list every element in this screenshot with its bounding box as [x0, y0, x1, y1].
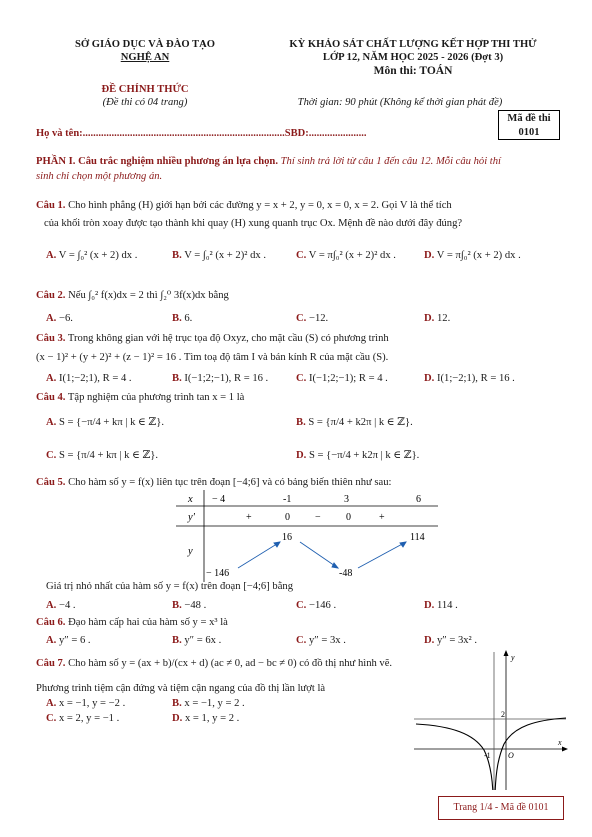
vt-sign-2: − [315, 512, 321, 523]
exam-code-label: Mã đề thi [507, 113, 551, 124]
q7-d-text: x = 1, y = 2 . [184, 713, 240, 724]
q4-label: Câu 4. [36, 392, 66, 403]
q6-c-label: C. [296, 635, 307, 646]
q7-option-b[interactable] [172, 697, 245, 710]
q6-a-text: y″ = 6 . [58, 635, 91, 646]
q4-d-text: S = {−π/4 + k2π | k ∈ ℤ}. [308, 450, 420, 461]
q6-d-label: D. [424, 635, 435, 646]
q6-option-b[interactable] [172, 634, 221, 647]
vt-y-min1: − 146 [206, 568, 230, 579]
q1-option-a[interactable] [46, 249, 137, 262]
q7-option-a[interactable] [46, 697, 125, 710]
q6-c-text: y″ = 3x . [308, 635, 346, 646]
vt-arrow-2 [300, 542, 338, 568]
part1-instruction: Thí sinh trả lời từ câu 1 đến câu 12. Mỗi câu hỏi thí [277, 156, 501, 167]
q5-text: Cho hàm số y = f(x) liên tục trên đoạn [−4;6] và có bảng biến thiên như sau: [65, 477, 392, 488]
q4-option-c[interactable] [46, 449, 158, 462]
vt-x-1: -1 [283, 494, 292, 505]
q3-text: Trong không gian với hệ trục tọa độ Oxyz, cho mặt cầu (S) có phương trình [65, 333, 389, 344]
q1-text: Cho hình phẳng (H) giới hạn bởi các đường y = x + 2, y = 0, x = 0, x = 2. Gọi V là thể tích [65, 200, 452, 211]
q7-c-text: x = 2, y = −1 . [58, 713, 120, 724]
graph-y-label: y [511, 653, 515, 662]
q6-b-label: B. [172, 635, 182, 646]
graph-origin-label: O [508, 751, 514, 760]
q7-text: Cho hàm số y = (ax + b)/(cx + d) (ac ≠ 0, ad − bc ≠ 0) có đồ thị như hình vẽ. [65, 658, 393, 669]
q1-option-c[interactable] [296, 249, 396, 262]
graph-v-asym-label: -1 [484, 751, 491, 760]
q2-c-text: −12. [308, 313, 329, 324]
exam-title: KỲ KHẢO SÁT CHẤT LƯỢNG KẾT HỢP THI THỬ [289, 39, 537, 50]
q7-a-text: x = −1, y = −2 . [58, 698, 126, 709]
q7-d-label: D. [172, 713, 183, 724]
q7-graph [412, 648, 572, 792]
graph-h-asym-label: 2 [501, 710, 505, 719]
q1-label: Câu 1. [36, 200, 66, 211]
q3-d-text: I(1;−2;1), R = 16 . [436, 373, 515, 384]
q4-text: Tập nghiệm của phương trình tan x = 1 là [65, 392, 245, 403]
q1-option-d[interactable] [424, 249, 521, 262]
exam-year: LỚP 12, NĂM HỌC 2025 - 2026 (Đợt 3) [322, 52, 504, 63]
q3-c-label: C. [296, 373, 307, 384]
province-name: NGHỆ AN [120, 52, 170, 63]
q6-option-a[interactable] [46, 634, 91, 647]
variation-table [176, 490, 438, 582]
part1-title: PHẦN I. Câu trắc nghiệm nhiều phương án lựa chọn. [36, 156, 278, 167]
vt-arrow-1 [238, 542, 280, 568]
q6-stem [36, 616, 228, 629]
q4-stem [36, 391, 244, 404]
part1-instruction-2: sinh chỉ chọn một phương án. [36, 171, 163, 182]
q2-b-label: B. [172, 313, 182, 324]
q7-stem [36, 657, 392, 670]
exam-subject: Môn thi: TOÁN [373, 65, 453, 77]
q7-stem-2: Phương trình tiệm cận đứng và tiệm cận ngang của đồ thị lần lượt là [36, 683, 326, 694]
graph-x-label: x [558, 738, 562, 747]
q1-option-b[interactable] [172, 249, 266, 262]
q3-stem-2: (x − 1)² + (y + 2)² + (z − 1)² = 16 . Tìm toạ độ tâm I và bán kính R của mặt cầu (S). [36, 352, 389, 363]
q1-a-label: A. [46, 250, 57, 261]
q5-d-text: 114 . [436, 600, 458, 611]
vt-x-0: − 4 [212, 494, 226, 505]
q7-label: Câu 7. [36, 658, 66, 669]
dept-name: SỞ GIÁO DỤC VÀ ĐÀO TẠO [75, 39, 215, 50]
q2-a-label: A. [46, 313, 57, 324]
q4-a-label: A. [46, 417, 57, 428]
q1-c-text: V = π∫₀² (x + 2)² dx . [308, 250, 396, 261]
q1-stem-2: của khối tròn xoay được tạo thành khi quay (H) xung quanh trục Ox. Mệnh đề nào dưới đây đúng? [44, 218, 463, 229]
q3-b-label: B. [172, 373, 182, 384]
q5-b-label: B. [172, 600, 182, 611]
q2-option-a[interactable] [46, 312, 73, 325]
q3-b-text: I(−1;2;−1), R = 16 . [184, 373, 269, 384]
candidate-line: Họ và tên:.............................................................................SBD:...................... [36, 128, 367, 139]
q4-c-label: C. [46, 450, 57, 461]
q1-d-label: D. [424, 250, 435, 261]
q4-b-label: B. [296, 417, 306, 428]
q5-stem [36, 476, 391, 489]
q6-a-label: A. [46, 635, 57, 646]
vt-sign-1: 0 [285, 512, 290, 523]
pages-note: (Đề thi có 04 trang) [102, 97, 188, 108]
q4-d-label: D. [296, 450, 307, 461]
q2-a-text: −6. [58, 313, 73, 324]
vt-y-max2: 114 [410, 532, 425, 543]
q5-c-label: C. [296, 600, 307, 611]
q1-d-text: V = π∫₀² (x + 2) dx . [436, 250, 521, 261]
q3-option-b[interactable] [172, 372, 268, 385]
official-label: ĐỀ CHÍNH THỨC [101, 84, 189, 95]
q1-c-label: C. [296, 250, 307, 261]
vt-x-label: x [188, 494, 193, 505]
vt-sign-3: 0 [346, 512, 351, 523]
q5-option-a[interactable] [46, 599, 76, 612]
time-note: Thời gian: 90 phút (Không kể thời gian phát đề) [297, 97, 503, 108]
vt-y-min2: -48 [339, 568, 353, 579]
q4-a-text: S = {−π/4 + kπ | k ∈ ℤ}. [58, 417, 165, 428]
q6-label: Câu 6. [36, 617, 66, 628]
q7-a-label: A. [46, 698, 57, 709]
q3-option-c[interactable] [296, 372, 388, 385]
q6-text: Đạo hàm cấp hai của hàm số y = x³ là [65, 617, 228, 628]
q5-option-d[interactable] [424, 599, 458, 612]
q3-stem [36, 332, 389, 345]
part1-heading [36, 155, 501, 168]
q3-label: Câu 3. [36, 333, 66, 344]
exam-code-value: 0101 [518, 127, 540, 138]
q5-a-label: A. [46, 600, 57, 611]
vt-x-2: 3 [344, 494, 349, 505]
q1-b-text: V = ∫₀² (x + 2)² dx . [184, 250, 266, 261]
q7-b-text: x = −1, y = 2 . [184, 698, 245, 709]
q4-option-a[interactable] [46, 416, 164, 429]
exam-code-box [498, 110, 560, 140]
q3-c-text: I(−1;2;−1); R = 4 . [308, 373, 388, 384]
vt-sign-0: + [246, 512, 252, 523]
vt-y-label: y [188, 546, 193, 557]
q7-option-c[interactable] [46, 712, 119, 725]
q7-b-label: B. [172, 698, 182, 709]
q2-d-label: D. [424, 313, 435, 324]
page-footer: Trang 1/4 - Mã đề 0101 [438, 796, 564, 820]
graph-left-branch [416, 724, 493, 790]
q3-option-d[interactable] [424, 372, 515, 385]
q5-c-text: −146 . [308, 600, 337, 611]
q5-option-c[interactable] [296, 599, 336, 612]
q6-b-text: y″ = 6x . [184, 635, 222, 646]
q4-option-d[interactable] [296, 449, 419, 462]
q2-label: Câu 2. [36, 290, 66, 301]
q1-a-text: V = ∫₀² (x + 2) dx . [58, 250, 138, 261]
q3-d-label: D. [424, 373, 435, 384]
q6-d-text: y″ = 3x² . [436, 635, 478, 646]
q4-b-text: S = {π/4 + k2π | k ∈ ℤ}. [308, 417, 413, 428]
q2-stem [36, 289, 229, 302]
q2-d-text: 12. [436, 313, 451, 324]
q5-question: Giá trị nhỏ nhất của hàm số y = f(x) trên đoạn [−4;6] bằng [46, 581, 294, 592]
q4-option-b[interactable] [296, 416, 413, 429]
vt-y-max1: 16 [282, 532, 292, 543]
q6-option-c[interactable] [296, 634, 346, 647]
vt-yp-label: y' [188, 512, 195, 523]
q5-a-text: −4 . [58, 600, 76, 611]
q4-c-text: S = {π/4 + kπ | k ∈ ℤ}. [58, 450, 159, 461]
vt-x-3: 6 [416, 494, 421, 505]
q5-b-text: −48 . [184, 600, 207, 611]
q3-a-label: A. [46, 373, 57, 384]
q5-option-b[interactable] [172, 599, 206, 612]
q6-option-d[interactable] [424, 634, 477, 647]
q1-b-label: B. [172, 250, 182, 261]
q1-stem [36, 199, 452, 212]
q3-option-a[interactable] [46, 372, 132, 385]
q2-c-label: C. [296, 313, 307, 324]
vt-sign-4: + [379, 512, 385, 523]
q3-a-text: I(1;−2;1), R = 4 . [58, 373, 132, 384]
q5-label: Câu 5. [36, 477, 66, 488]
q2-option-c[interactable] [296, 312, 328, 325]
q7-c-label: C. [46, 713, 57, 724]
q5-d-label: D. [424, 600, 435, 611]
q2-text: Nếu ∫₀² f(x)dx = 2 thì ∫₂⁰ 3f(x)dx bằng [65, 290, 229, 301]
q2-option-d[interactable] [424, 312, 450, 325]
vt-arrow-3 [358, 542, 406, 568]
q2-b-text: 6. [184, 313, 193, 324]
q2-option-b[interactable] [172, 312, 192, 325]
q7-option-d[interactable] [172, 712, 239, 725]
